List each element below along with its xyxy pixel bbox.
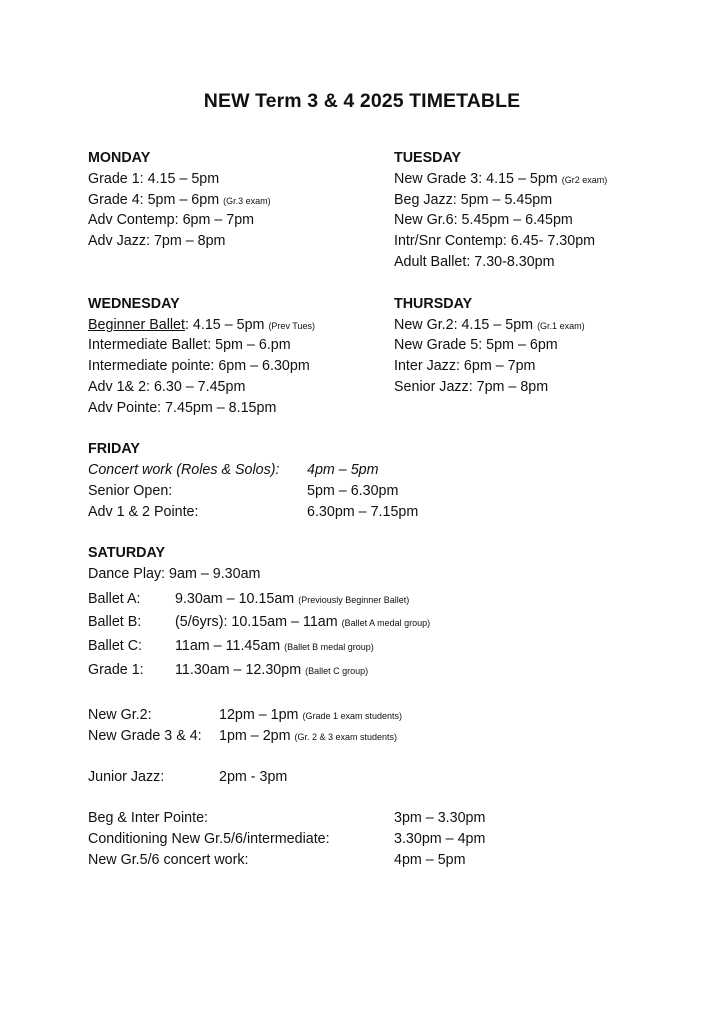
saturday-class-time xyxy=(219,726,397,747)
class-note: (Grade 1 exam students) xyxy=(302,711,403,721)
wednesday-row xyxy=(88,315,315,336)
monday-row xyxy=(88,231,225,251)
class-time: New Grade 3: 4.15 – 5pm xyxy=(394,171,558,187)
tuesday-row xyxy=(394,252,555,272)
saturday-class-label: Ballet C: xyxy=(88,638,143,654)
friday-heading: FRIDAY xyxy=(88,441,140,457)
class-time: New Gr.2: 4.15 – 5pm xyxy=(394,317,534,333)
class-time: Inter Jazz: 6pm – 7pm xyxy=(394,358,536,374)
saturday-class-label: New Gr.2: xyxy=(88,707,152,723)
class-note: (Ballet B medal group) xyxy=(284,642,374,652)
thursday-row xyxy=(394,335,558,355)
class-note: (Gr. 2 & 3 exam students) xyxy=(294,732,398,742)
saturday-heading: SATURDAY xyxy=(88,545,166,561)
class-note: (Gr.1 exam) xyxy=(537,321,585,331)
class-note: (Gr2 exam) xyxy=(561,175,608,185)
class-time: Intermediate pointe: 6pm – 6.30pm xyxy=(88,358,310,374)
friday-class-label: Concert work (Roles & Solos): xyxy=(88,462,280,478)
page-title: NEW Term 3 & 4 2025 TIMETABLE xyxy=(203,90,521,112)
class-time: Intermediate Ballet: 5pm – 6.pm xyxy=(88,337,291,353)
friday-class-time: 6.30pm – 7.15pm xyxy=(307,504,419,520)
class-time: Senior Jazz: 7pm – 8pm xyxy=(394,379,549,395)
tuesday-row xyxy=(394,210,573,230)
wednesday-row xyxy=(88,398,276,418)
saturday-class-label: Ballet A: xyxy=(88,591,141,607)
monday-row xyxy=(88,190,271,211)
friday-class-label: Senior Open: xyxy=(88,483,173,499)
saturday-dance-play: Dance Play: 9am – 9.30am xyxy=(88,566,261,582)
class-note: (Ballet A medal group) xyxy=(341,618,431,628)
friday-class-time: 4pm – 5pm xyxy=(307,462,379,478)
saturday-class-label: Ballet B: xyxy=(88,614,142,630)
class-note: (Prev Tues) xyxy=(268,321,315,331)
class-time: Intr/Snr Contemp: 6.45- 7.30pm xyxy=(394,233,596,249)
tuesday-row xyxy=(394,231,595,251)
class-name-underlined: Beginner Ballet xyxy=(88,317,185,333)
class-note: (Ballet C group) xyxy=(305,666,369,676)
saturday-class-time xyxy=(175,589,409,610)
class-time: New Grade 5: 5pm – 6pm xyxy=(394,337,558,353)
class-time: 9.30am – 10.15am xyxy=(175,591,295,607)
class-time: 11am – 11.45am xyxy=(175,638,281,654)
friday-class-time: 5pm – 6.30pm xyxy=(307,483,399,499)
saturday-class-time: 3pm – 3.30pm xyxy=(394,810,486,826)
class-time: Adv Jazz: 7pm – 8pm xyxy=(88,233,226,249)
tuesday-row xyxy=(394,190,552,210)
class-note: (Gr.3 exam) xyxy=(223,196,271,206)
class-note: (Previously Beginner Ballet) xyxy=(298,595,410,605)
saturday-class-label: Conditioning New Gr.5/6/intermediate: xyxy=(88,831,330,847)
class-time: 12pm – 1pm xyxy=(219,707,299,723)
saturday-class-label: Junior Jazz: xyxy=(88,769,165,785)
class-time: (5/6yrs): 10.15am – 11am xyxy=(175,614,338,630)
saturday-class-label: Beg & Inter Pointe: xyxy=(88,810,209,826)
saturday-class-time xyxy=(175,660,368,681)
class-time: Adv 1& 2: 6.30 – 7.45pm xyxy=(88,379,246,395)
thursday-row xyxy=(394,315,585,336)
wednesday-row xyxy=(88,377,245,397)
class-time: Grade 1: 4.15 – 5pm xyxy=(88,171,220,187)
class-time: Adv Contemp: 6pm – 7pm xyxy=(88,212,255,228)
thursday-row xyxy=(394,377,548,397)
tuesday-heading: TUESDAY xyxy=(394,150,462,166)
friday-class-label: Adv 1 & 2 Pointe: xyxy=(88,504,199,520)
thursday-row xyxy=(394,356,535,376)
class-time: 1pm – 2pm xyxy=(219,728,291,744)
saturday-class-label: New Gr.5/6 concert work: xyxy=(88,852,249,868)
class-time: 11.30am – 12.30pm xyxy=(175,662,302,678)
class-time: : 4.15 – 5pm xyxy=(184,317,265,333)
class-time: Adv Pointe: 7.45pm – 8.15pm xyxy=(88,400,277,416)
tuesday-row xyxy=(394,169,607,190)
saturday-class-time: 4pm – 5pm xyxy=(394,852,466,868)
monday-row xyxy=(88,169,219,189)
saturday-class-time: 3.30pm – 4pm xyxy=(394,831,486,847)
saturday-class-time: 2pm - 3pm xyxy=(219,769,288,785)
saturday-class-time xyxy=(219,705,402,726)
wednesday-heading: WEDNESDAY xyxy=(88,296,180,312)
class-time: New Gr.6: 5.45pm – 6.45pm xyxy=(394,212,573,228)
thursday-heading: THURSDAY xyxy=(394,296,473,312)
saturday-class-label: New Grade 3 & 4: xyxy=(88,728,202,744)
class-time: Adult Ballet: 7.30-8.30pm xyxy=(394,254,555,270)
saturday-class-time xyxy=(175,636,374,657)
class-time: Grade 4: 5pm – 6pm xyxy=(88,192,220,208)
wednesday-row xyxy=(88,356,310,376)
monday-heading: MONDAY xyxy=(88,150,151,166)
saturday-class-label: Grade 1: xyxy=(88,662,144,678)
class-time: Beg Jazz: 5pm – 5.45pm xyxy=(394,192,553,208)
saturday-class-time xyxy=(175,612,430,633)
wednesday-row xyxy=(88,335,291,355)
monday-row xyxy=(88,210,254,230)
